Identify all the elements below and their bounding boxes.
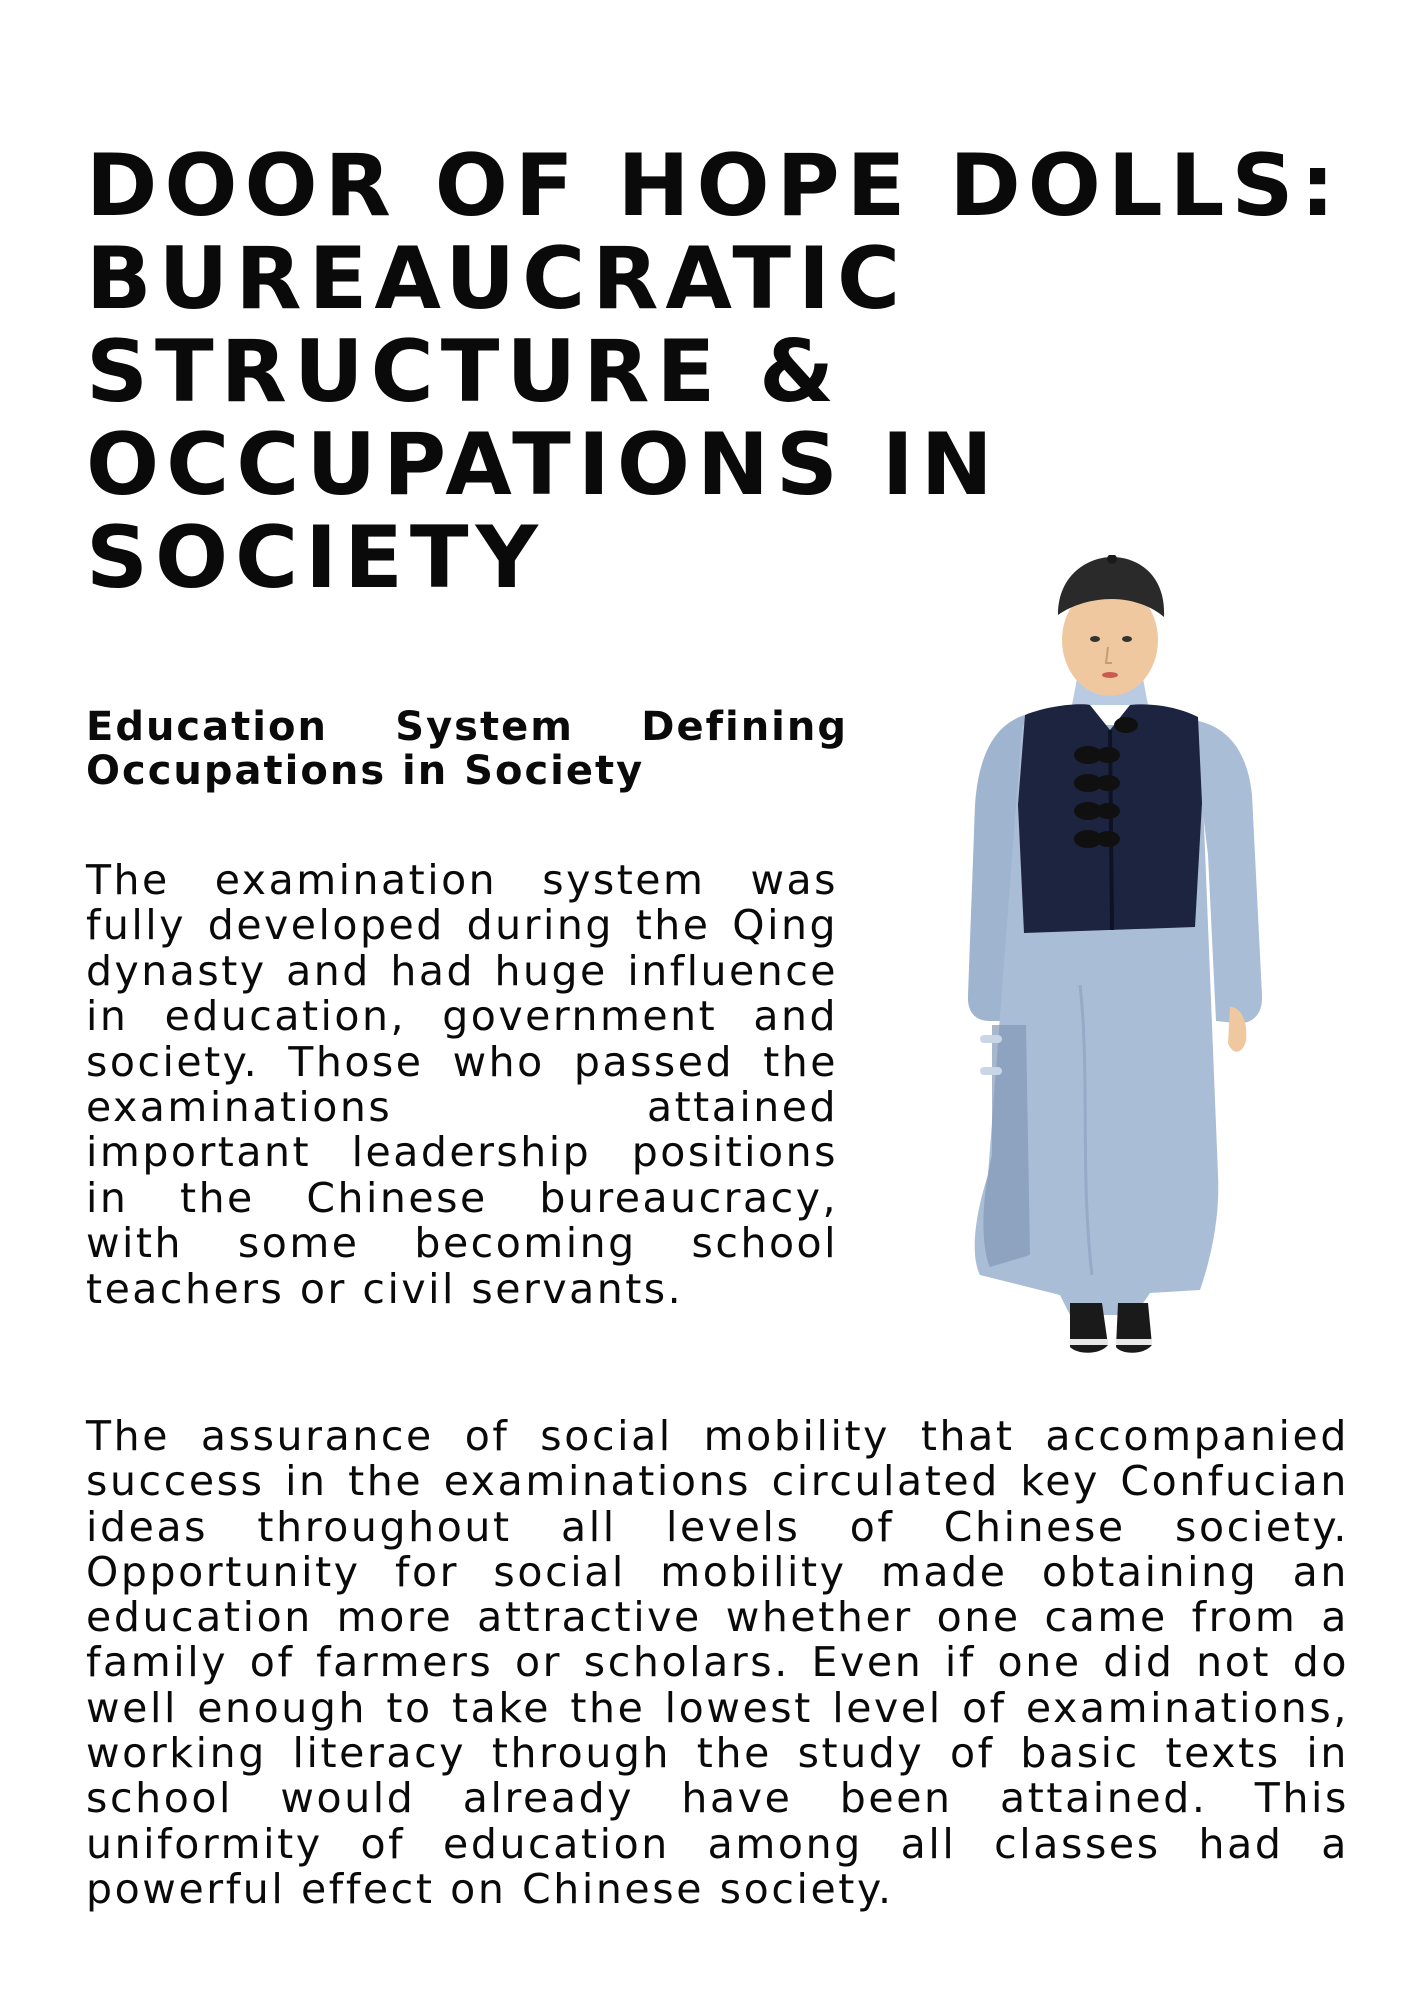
doll-image bbox=[930, 555, 1300, 1360]
page-title bbox=[86, 136, 1346, 608]
section-heading-line: Occupations in Society bbox=[86, 748, 645, 794]
section-heading bbox=[86, 705, 848, 793]
title-line: BUREAUCRATIC bbox=[86, 229, 908, 329]
section-heading-line: Education System Defining bbox=[86, 704, 848, 750]
body-paragraph-1: The examination system was fully developed during the Qing dynasty and had huge influence in education, government and society. Those who passed the examinations attained important leadership positions in the Chinese bureaucracy, with some becoming school teachers or civil servants. bbox=[86, 856, 838, 1313]
doll-shoes bbox=[1070, 1303, 1108, 1353]
title-line: SOCIETY bbox=[86, 508, 545, 608]
title-line: STRUCTURE & bbox=[86, 322, 842, 422]
title-line: DOOR OF HOPE DOLLS: bbox=[86, 136, 1342, 236]
body-paragraph-2: The assurance of social mobility that accompanied success in the examinations circulated key Confucian ideas throughout all levels of Chinese society. Opportunity for social mobility made obtaining an education more attractive whether one came from a family of farmers or scholars. Even if one did not do well enough to take the lowest level of examinations, working literacy through the study of basic texts in school would already have been attained. This uniformity of education among all classes had a powerful effect on Chinese society. bbox=[86, 1412, 1349, 1913]
title-line: OCCUPATIONS IN bbox=[86, 415, 1000, 515]
